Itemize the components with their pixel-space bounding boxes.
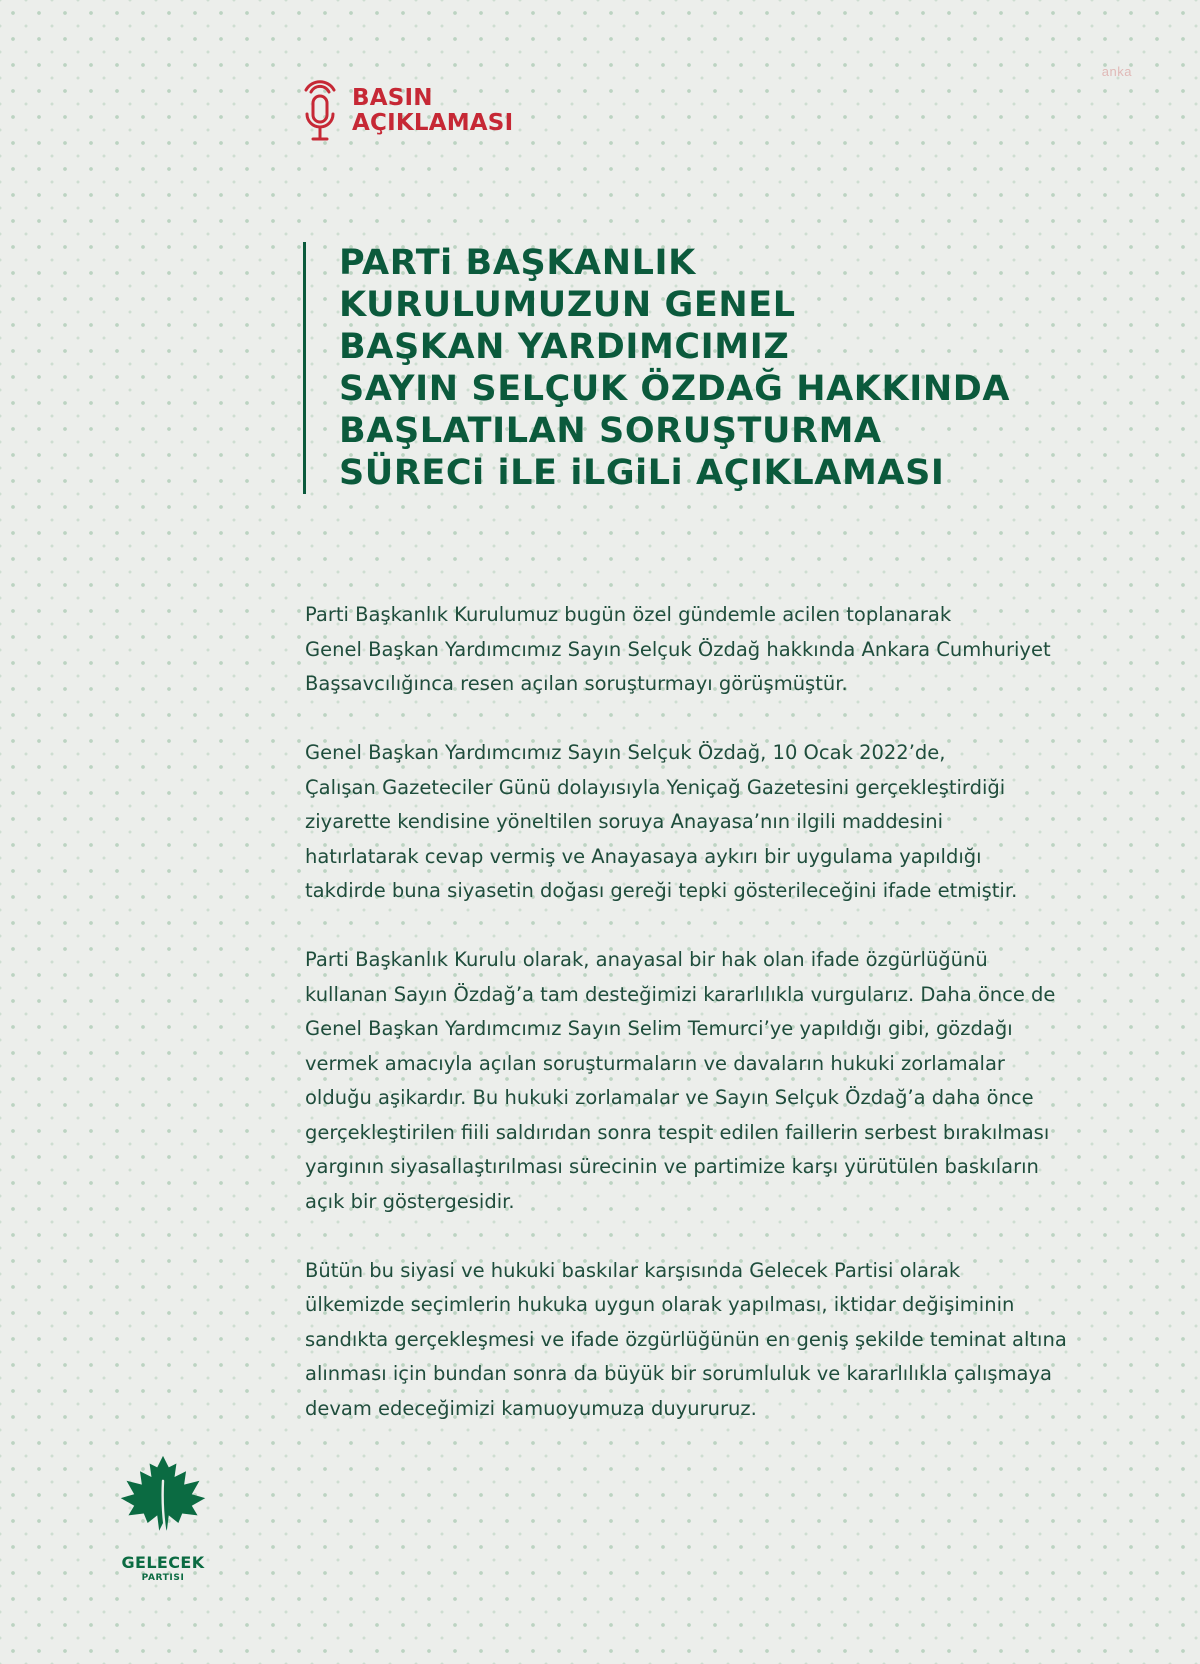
headline-line: SÜRECi iLE iLGiLi AÇIKLAMASI [339, 453, 945, 493]
press-release-badge [302, 74, 513, 148]
text-line: Çalışan Gazeteciler Günü dolayısıyla Yeniçağ Gazetesini gerçekleştirdiği [305, 775, 1006, 799]
text-line: Başsavcılığınca resen açılan soruşturmayı görüşmüştür. [305, 672, 848, 695]
paragraph-1 [305, 598, 1135, 702]
headline-line: PARTi BAŞKANLIK [339, 243, 696, 283]
paragraph-2 [305, 736, 1135, 909]
text-line: yargının siyasallaştırılması sürecinin ve partimize karşı yürütülen baskıların [305, 1155, 1039, 1178]
headline [303, 242, 1159, 494]
text-line: Genel Başkan Yardımcımız Sayın Selçuk Özdağ hakkında Ankara Cumhuriyet [305, 637, 1051, 661]
press-release-label [352, 86, 513, 136]
headline-line: BAŞKAN YARDIMCIMIZ [339, 327, 790, 367]
text-line: olduğu aşikardır. Bu hukuki zorlamalar ve Sayın Selçuk Özdağ’a daha önce [305, 1086, 1034, 1109]
text-line: gerçekleştirilen fiili saldırıdan sonra tespit edilen faillerin serbest bırakılması [305, 1120, 1050, 1144]
microphone-icon [302, 74, 338, 148]
text-line: devam edeceğimizi kamuoyumuza duyururuz. [305, 1396, 757, 1420]
leaf-icon [115, 1452, 211, 1548]
statement-body [305, 598, 1135, 1461]
text-line: Parti Başkanlık Kurulu olarak, anayasal bir hak olan ifade özgürlüğünü [305, 948, 988, 971]
headline-line: SAYIN SELÇUK ÖZDAĞ HAKKINDA [339, 369, 1011, 409]
press-label-line2: AÇIKLAMASI [352, 110, 514, 136]
text-line: Genel Başkan Yardımcımız Sayın Selim Temurci’ye yapıldığı gibi, gözdağı [305, 1017, 1013, 1040]
text-line: takdirde buna siyasetin doğası gereği tepki gösterileceğini ifade etmiştir. [305, 879, 1018, 902]
text-line: açık bir göstergesidir. [305, 1189, 515, 1213]
text-line: vermek amacıyla açılan soruşturmaların ve davaların hukuki zorlamalar [305, 1051, 1005, 1075]
text-line: sandıkta gerçekleşmesi ve ifade özgürlüğünün en geniş şekilde teminat altına [305, 1327, 1067, 1351]
text-line: kullanan Sayın Özdağ’a tam desteğimizi kararlılıkla vurgularız. Daha önce de [305, 982, 1056, 1006]
paragraph-3 [305, 943, 1135, 1219]
text-line: Genel Başkan Yardımcımız Sayın Selçuk Özdağ, 10 Ocak 2022’de, [305, 741, 946, 764]
text-line: Parti Başkanlık Kurulumuz bugün özel gündemle acilen toplanarak [305, 603, 952, 626]
paragraph-4 [305, 1254, 1135, 1427]
text-line: alınması için bundan sonra da büyük bir sorumluluk ve kararlılıkla çalışmaya [305, 1362, 1052, 1385]
text-line: ziyarette kendisine yöneltilen soruya Anayasa’nın ilgili maddesini [305, 810, 944, 833]
logo-name: GELECEK [121, 1553, 205, 1572]
logo-subtitle: PARTISI [141, 1573, 185, 1583]
headline-line: KURULUMUZUN GENEL [339, 285, 796, 325]
text-line: ülkemizde seçimlerin hukuka uygun olarak yapılması, iktidar değişiminin [305, 1293, 1015, 1316]
text-line: Bütün bu siyasi ve hukuki baskılar karşısında Gelecek Partisi olarak [305, 1258, 961, 1282]
watermark: anka [1101, 64, 1132, 79]
headline-line: BAŞLATILAN SORUŞTURMA [339, 411, 882, 451]
press-label-line1: BASIN [352, 85, 433, 111]
text-line: hatırlatarak cevap vermiş ve Anayasaya aykırı bir uygulama yapıldığı [305, 844, 982, 868]
party-logo [112, 1452, 214, 1584]
